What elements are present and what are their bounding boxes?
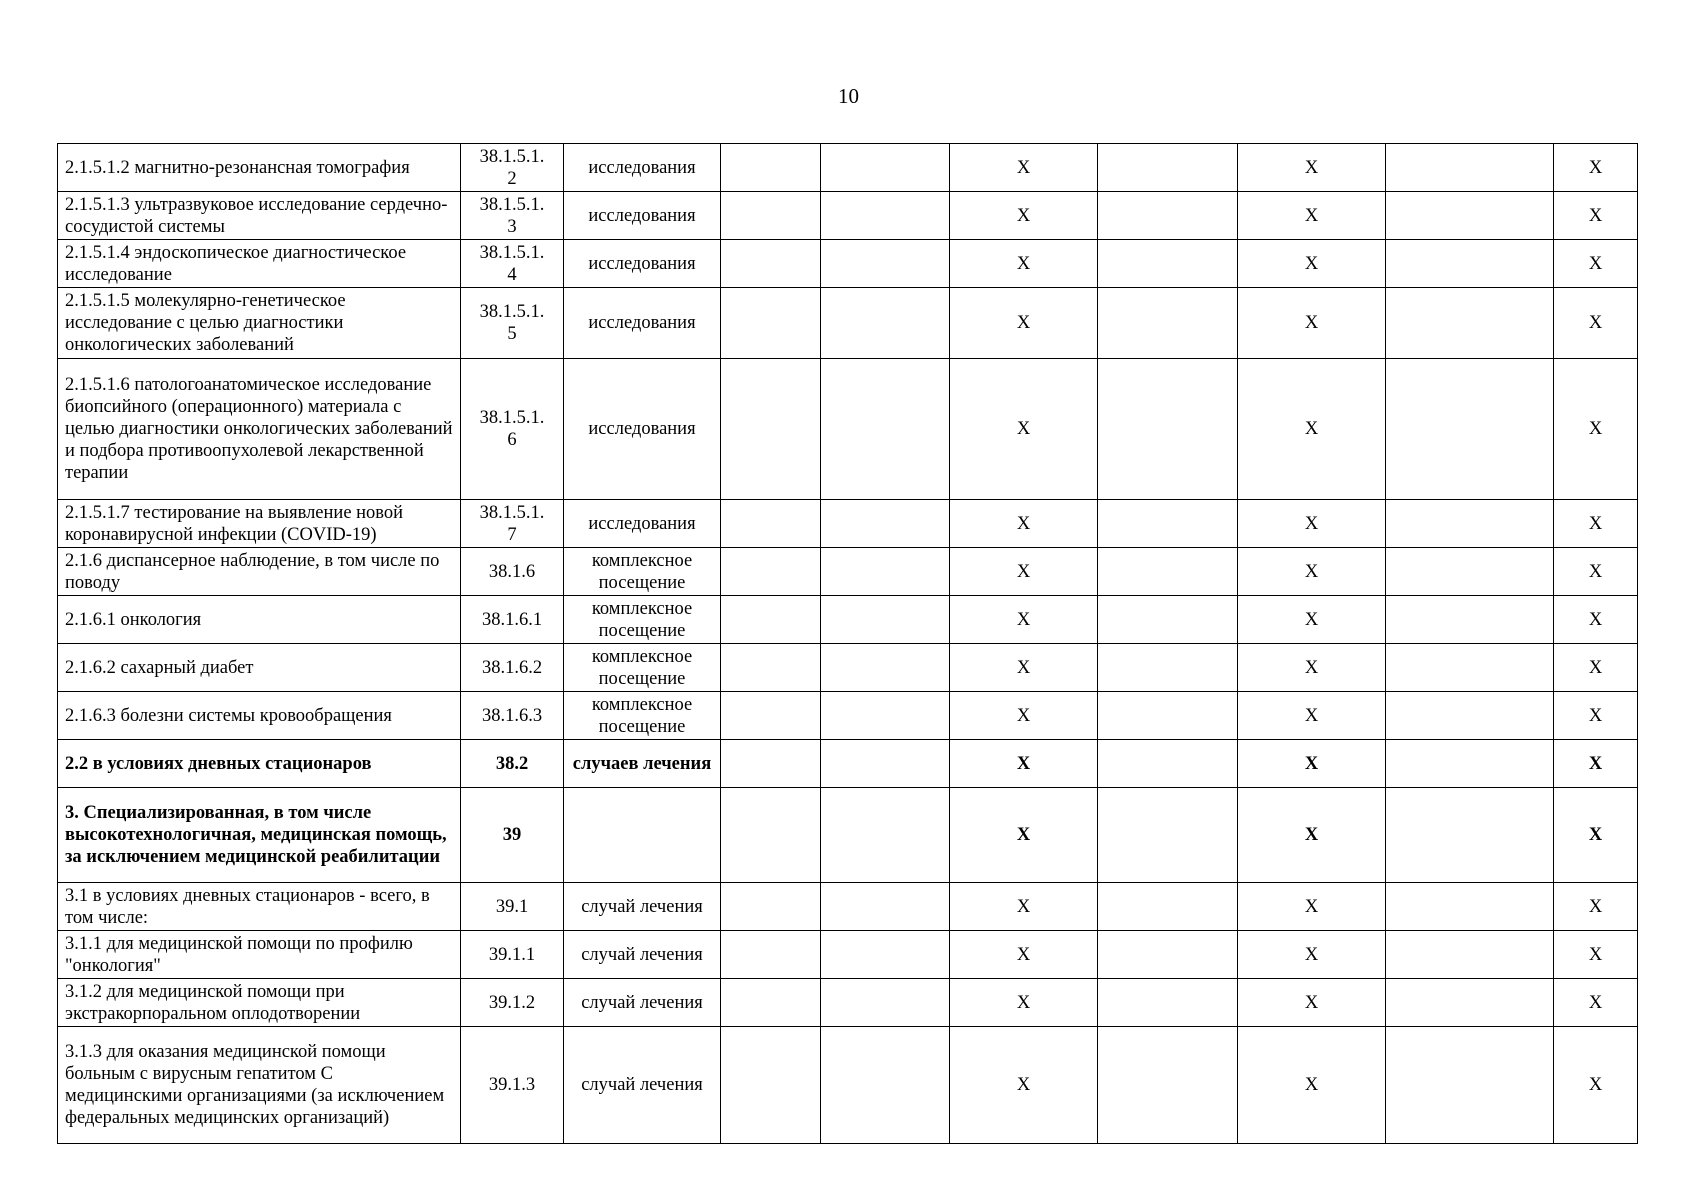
x-mark: X [1238, 548, 1386, 596]
table-row [58, 1027, 1638, 1144]
row-unit: комплексное посещение [564, 692, 721, 740]
empty-cell [1098, 240, 1238, 288]
x-mark: X [1554, 788, 1638, 883]
x-mark: X [950, 788, 1098, 883]
row-code: 39 [461, 788, 564, 883]
empty-cell [821, 883, 950, 931]
page-number: 10 [838, 84, 859, 108]
x-mark: X [1554, 359, 1638, 500]
empty-cell [821, 500, 950, 548]
empty-cell [821, 740, 950, 788]
table-row [58, 240, 1638, 288]
empty-cell [821, 1027, 950, 1144]
empty-cell [1098, 883, 1238, 931]
x-mark: X [1238, 644, 1386, 692]
row-unit: комплексное посещение [564, 644, 721, 692]
row-unit: исследования [564, 288, 721, 359]
empty-cell [721, 288, 821, 359]
x-mark: X [1554, 144, 1638, 192]
row-name: 2.1.5.1.3 ультразвуковое исследование сердечно-сосудистой системы [58, 192, 461, 240]
row-unit [564, 788, 721, 883]
x-mark: X [1238, 931, 1386, 979]
x-mark: X [950, 979, 1098, 1027]
row-unit: случаев лечения [564, 740, 721, 788]
empty-cell [721, 359, 821, 500]
x-mark: X [950, 931, 1098, 979]
row-name: 3.1.1 для медицинской помощи по профилю "онкология" [58, 931, 461, 979]
table-row [58, 692, 1638, 740]
row-code: 38.1.6.1 [461, 596, 564, 644]
table-row [58, 740, 1638, 788]
row-name: 2.1.5.1.4 эндоскопическое диагностическое исследование [58, 240, 461, 288]
empty-cell [1098, 192, 1238, 240]
empty-cell [1386, 144, 1554, 192]
x-mark: X [1554, 740, 1638, 788]
row-code: 38.1.6 [461, 548, 564, 596]
row-name: 2.1.6 диспансерное наблюдение, в том числе по поводу [58, 548, 461, 596]
x-mark: X [1238, 240, 1386, 288]
row-name: 3.1.2 для медицинской помощи при экстракорпоральном оплодотворении [58, 979, 461, 1027]
empty-cell [721, 500, 821, 548]
empty-cell [721, 144, 821, 192]
empty-cell [1386, 192, 1554, 240]
row-code: 38.1.6.3 [461, 692, 564, 740]
empty-cell [821, 788, 950, 883]
table-row [58, 192, 1638, 240]
x-mark: X [1554, 240, 1638, 288]
x-mark: X [950, 596, 1098, 644]
x-mark: X [1238, 359, 1386, 500]
empty-cell [1386, 359, 1554, 500]
row-code: 38.2 [461, 740, 564, 788]
row-name: 2.1.6.3 болезни системы кровообращения [58, 692, 461, 740]
x-mark: X [950, 240, 1098, 288]
row-code: 39.1.1 [461, 931, 564, 979]
x-mark: X [1238, 500, 1386, 548]
table-row [58, 500, 1638, 548]
x-mark: X [950, 692, 1098, 740]
empty-cell [1386, 644, 1554, 692]
x-mark: X [1554, 288, 1638, 359]
table-row [58, 788, 1638, 883]
empty-cell [821, 192, 950, 240]
x-mark: X [1554, 979, 1638, 1027]
row-code: 38.1.5.1. 5 [461, 288, 564, 359]
row-name: 2.1.5.1.2 магнитно-резонансная томография [58, 144, 461, 192]
empty-cell [721, 692, 821, 740]
empty-cell [821, 359, 950, 500]
empty-cell [721, 883, 821, 931]
row-unit: случай лечения [564, 979, 721, 1027]
table-row [58, 883, 1638, 931]
row-code: 38.1.5.1. 2 [461, 144, 564, 192]
empty-cell [1386, 500, 1554, 548]
empty-cell [821, 548, 950, 596]
x-mark: X [1554, 596, 1638, 644]
row-unit: комплексное посещение [564, 596, 721, 644]
data-table [57, 143, 1638, 1144]
x-mark: X [1238, 288, 1386, 359]
x-mark: X [950, 359, 1098, 500]
row-unit: комплексное посещение [564, 548, 721, 596]
row-name: 2.1.6.1 онкология [58, 596, 461, 644]
empty-cell [1098, 548, 1238, 596]
empty-cell [1098, 979, 1238, 1027]
empty-cell [721, 1027, 821, 1144]
x-mark: X [1554, 1027, 1638, 1144]
row-name: 3.1 в условиях дневных стационаров - всего, в том числе: [58, 883, 461, 931]
row-code: 38.1.5.1. 4 [461, 240, 564, 288]
empty-cell [821, 596, 950, 644]
empty-cell [821, 144, 950, 192]
row-code: 38.1.5.1. 7 [461, 500, 564, 548]
x-mark: X [1238, 192, 1386, 240]
x-mark: X [1554, 644, 1638, 692]
row-name: 2.1.5.1.6 патологоанатомическое исследование биопсийного (операционного) материала с целью диагностики онкологических заболеваний и подбора противоопухолевой лекарственной терапии [58, 359, 461, 500]
row-unit: исследования [564, 359, 721, 500]
x-mark: X [1554, 192, 1638, 240]
row-name: 2.1.5.1.7 тестирование на выявление новой коронавирусной инфекции (COVID-19) [58, 500, 461, 548]
x-mark: X [1238, 979, 1386, 1027]
empty-cell [1386, 692, 1554, 740]
empty-cell [1386, 288, 1554, 359]
empty-cell [721, 979, 821, 1027]
x-mark: X [1554, 500, 1638, 548]
x-mark: X [950, 740, 1098, 788]
x-mark: X [950, 288, 1098, 359]
row-code: 39.1.2 [461, 979, 564, 1027]
empty-cell [821, 240, 950, 288]
row-unit: случай лечения [564, 1027, 721, 1144]
empty-cell [1386, 979, 1554, 1027]
row-code: 39.1.3 [461, 1027, 564, 1144]
empty-cell [821, 288, 950, 359]
empty-cell [1098, 500, 1238, 548]
row-unit: исследования [564, 240, 721, 288]
x-mark: X [1238, 144, 1386, 192]
empty-cell [1098, 359, 1238, 500]
x-mark: X [950, 548, 1098, 596]
empty-cell [1098, 788, 1238, 883]
x-mark: X [1554, 692, 1638, 740]
empty-cell [1098, 288, 1238, 359]
empty-cell [721, 596, 821, 644]
x-mark: X [1554, 931, 1638, 979]
x-mark: X [1238, 692, 1386, 740]
row-code: 38.1.5.1. 3 [461, 192, 564, 240]
empty-cell [721, 740, 821, 788]
x-mark: X [950, 144, 1098, 192]
table-row [58, 288, 1638, 359]
row-name: 2.1.6.2 сахарный диабет [58, 644, 461, 692]
empty-cell [1098, 740, 1238, 788]
empty-cell [1098, 144, 1238, 192]
empty-cell [1386, 548, 1554, 596]
table-row [58, 359, 1638, 500]
empty-cell [1386, 240, 1554, 288]
x-mark: X [1238, 1027, 1386, 1144]
x-mark: X [950, 883, 1098, 931]
row-code: 38.1.6.2 [461, 644, 564, 692]
empty-cell [1386, 883, 1554, 931]
x-mark: X [950, 1027, 1098, 1144]
row-code: 38.1.5.1. 6 [461, 359, 564, 500]
row-name: 2.2 в условиях дневных стационаров [58, 740, 461, 788]
empty-cell [821, 692, 950, 740]
empty-cell [721, 788, 821, 883]
row-code: 39.1 [461, 883, 564, 931]
table-row [58, 931, 1638, 979]
empty-cell [821, 931, 950, 979]
empty-cell [1098, 644, 1238, 692]
empty-cell [821, 644, 950, 692]
x-mark: X [950, 500, 1098, 548]
row-unit: случай лечения [564, 931, 721, 979]
empty-cell [1098, 692, 1238, 740]
x-mark: X [1554, 883, 1638, 931]
table-row [58, 596, 1638, 644]
row-name: 3.1.3 для оказания медицинской помощи больным с вирусным гепатитом С медицинскими организациями (за исключением федеральных медицинских организаций) [58, 1027, 461, 1144]
empty-cell [721, 931, 821, 979]
empty-cell [1386, 1027, 1554, 1144]
table-row [58, 644, 1638, 692]
empty-cell [1098, 1027, 1238, 1144]
x-mark: X [1238, 788, 1386, 883]
table-row [58, 548, 1638, 596]
empty-cell [1098, 931, 1238, 979]
empty-cell [1098, 596, 1238, 644]
row-name: 3. Специализированная, в том числе высокотехнологичная, медицинская помощь, за исключением медицинской реабилитации [58, 788, 461, 883]
x-mark: X [950, 644, 1098, 692]
table-row [58, 979, 1638, 1027]
empty-cell [721, 192, 821, 240]
empty-cell [821, 979, 950, 1027]
x-mark: X [1554, 548, 1638, 596]
x-mark: X [1238, 596, 1386, 644]
empty-cell [721, 548, 821, 596]
empty-cell [1386, 740, 1554, 788]
table-row [58, 144, 1638, 192]
row-unit: исследования [564, 144, 721, 192]
x-mark: X [1238, 883, 1386, 931]
empty-cell [1386, 931, 1554, 979]
empty-cell [721, 644, 821, 692]
row-unit: исследования [564, 500, 721, 548]
x-mark: X [1238, 740, 1386, 788]
row-name: 2.1.5.1.5 молекулярно-генетическое исследование с целью диагностики онкологических заболеваний [58, 288, 461, 359]
row-unit: случай лечения [564, 883, 721, 931]
empty-cell [1386, 788, 1554, 883]
empty-cell [1386, 596, 1554, 644]
empty-cell [721, 240, 821, 288]
x-mark: X [950, 192, 1098, 240]
row-unit: исследования [564, 192, 721, 240]
